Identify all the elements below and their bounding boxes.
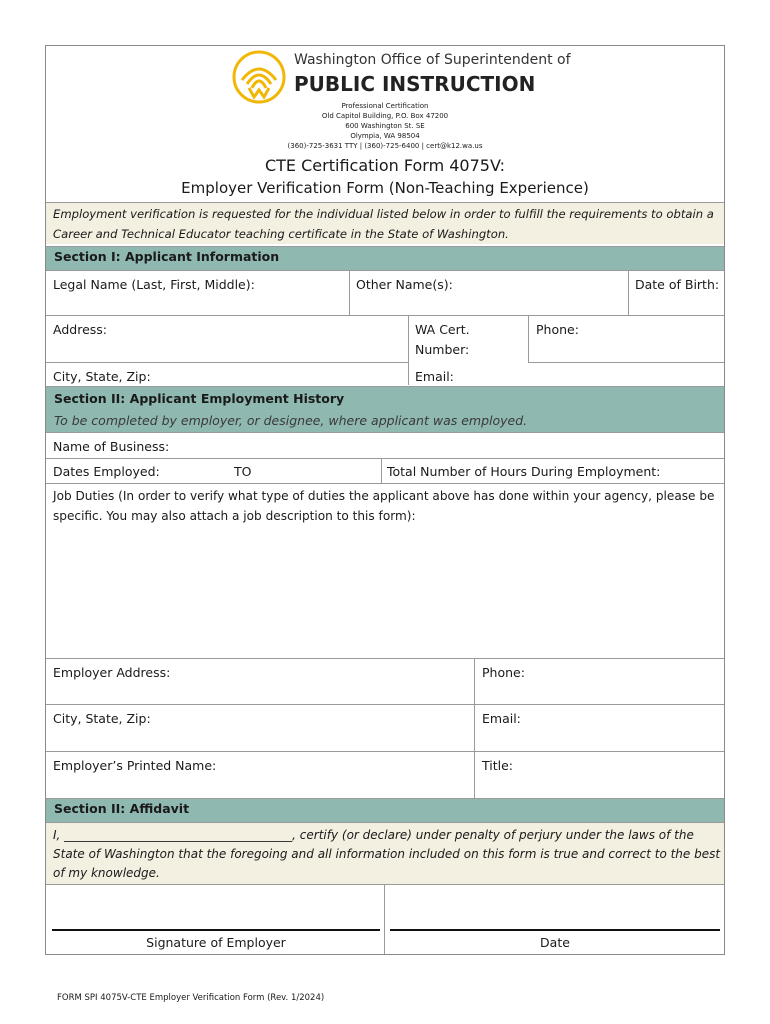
divider <box>528 315 529 362</box>
address-label: Address: <box>53 322 107 337</box>
phone-label: Phone: <box>536 322 579 337</box>
email-label: Email: <box>415 369 454 384</box>
wa-cert-label: WA Cert. <box>415 322 470 337</box>
agency-title: PUBLIC INSTRUCTION <box>294 72 536 96</box>
employer-city-label: City, State, Zip: <box>53 711 151 726</box>
affidavit-line-2: State of Washington that the foregoing and all information included on this form is true and correct to the best <box>53 847 721 861</box>
divider <box>46 458 724 459</box>
divider <box>46 270 724 271</box>
wa-cert-number-label: Number: <box>415 342 470 357</box>
other-names-label: Other Name(s): <box>356 277 453 292</box>
divider <box>381 458 382 483</box>
employer-title-label: Title: <box>482 758 513 773</box>
divider <box>46 704 724 705</box>
employer-signature-line[interactable] <box>52 929 380 931</box>
agency-name: Washington Office of Superintendent of <box>294 52 571 68</box>
divider <box>474 658 475 798</box>
to-label: TO <box>234 464 252 479</box>
signature-label: Signature of Employer <box>146 935 286 950</box>
divider <box>46 432 724 433</box>
divider <box>46 751 724 752</box>
divider <box>46 246 724 247</box>
ospi-sun-logo-icon <box>232 50 286 104</box>
divider <box>46 315 724 316</box>
dates-employed-label: Dates Employed: <box>53 464 160 479</box>
divider <box>46 483 724 484</box>
employer-phone-label: Phone: <box>482 665 525 680</box>
intro-text: Employment verification is requested for the individual listed below in order to fulfill the requirements to obtain a Career and Technical Educator teaching certificate in the State of Washington. <box>53 207 714 241</box>
employer-printed-name-label: Employer’s Printed Name: <box>53 758 217 773</box>
legal-name-label: Legal Name (Last, First, Middle): <box>53 277 255 292</box>
job-duties-label-2: specific. You may also attach a job description to this form): <box>53 509 416 523</box>
form-subtitle: Employer Verification Form (Non-Teaching Experience) <box>181 179 589 197</box>
affidavit-line-3: of my knowledge. <box>53 866 160 880</box>
divider <box>628 270 629 315</box>
date-signature-line[interactable] <box>390 929 720 931</box>
divider <box>528 362 724 363</box>
section-1-header: Section I: Applicant Information <box>46 246 724 270</box>
dob-label: Date of Birth: <box>635 277 720 292</box>
agency-address: Professional Certification Old Capitol Building, P.O. Box 47200 600 Washington St. SE Olympia, WA 98504 (360)-725-3631 TTY | (360)-725-6400 | cert@k12.wa.us <box>287 102 483 150</box>
job-duties-label: Job Duties (In order to verify what type of duties the applicant above has done within your agency, please be <box>53 489 715 503</box>
date-label: Date <box>540 935 570 950</box>
total-hours-label: Total Number of Hours During Employment: <box>387 464 661 479</box>
form-footer: FORM SPI 4075V-CTE Employer Verification Form (Rev. 1/2024) <box>57 993 325 1003</box>
divider <box>408 315 409 385</box>
employer-email-label: Email: <box>482 711 521 726</box>
form-title: CTE Certification Form 4075V: <box>264 156 505 175</box>
divider <box>46 884 724 885</box>
section-2-header: Section II: Applicant Employment History To be completed by employer, or designee, where applicant was employed. <box>46 386 724 432</box>
divider <box>46 658 724 659</box>
city-label: City, State, Zip: <box>53 369 151 384</box>
employer-verification-form <box>45 45 725 955</box>
divider <box>384 884 385 954</box>
affidavit-line-1: I, ______________________________________, certify (or declare) under penalty of perjury under the laws of the <box>53 828 694 842</box>
divider <box>46 362 408 363</box>
divider <box>349 270 350 315</box>
affidavit-header: Section II: Affidavit <box>46 798 724 822</box>
employer-address-label: Employer Address: <box>53 665 171 680</box>
divider <box>46 798 724 799</box>
business-name-label: Name of Business: <box>53 439 170 454</box>
divider <box>46 386 724 387</box>
